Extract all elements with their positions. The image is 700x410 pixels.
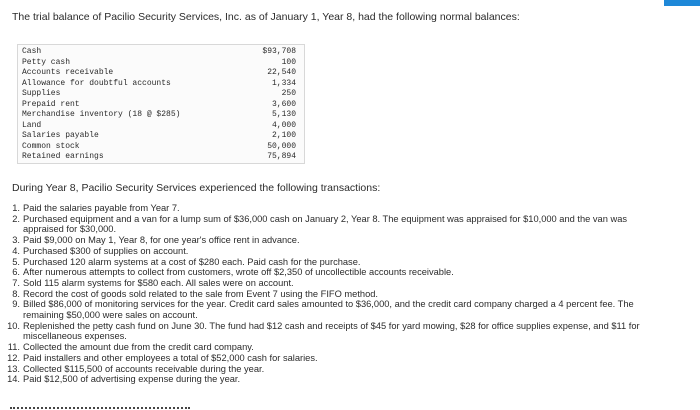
balance-value: 75,894	[267, 152, 296, 161]
item-text: Sold 115 alarm systems for $580 each. All sales were on account.	[23, 277, 294, 288]
balance-label: Common stock	[22, 141, 80, 151]
item-text: After numerous attempts to collect from customers, wrote off $2,350 of uncollectible accounts receivable.	[23, 267, 454, 278]
list-item	[10, 235, 642, 246]
balance-value: 1,334	[271, 78, 296, 88]
list-item	[7, 374, 642, 385]
intro-text: The trial balance of Pacilio Security Services, Inc. as of January 1, Year 8, had the following normal balances:	[12, 11, 520, 23]
balance-value: 2,100	[271, 131, 296, 140]
item-text: Paid $9,000 on May 1, Year 8, for one year's office rent in advance.	[23, 235, 300, 246]
balance-row	[18, 58, 304, 68]
item-number: 13.	[7, 363, 20, 374]
balance-value: 22,540	[267, 68, 296, 77]
balance-label: Merchandise inventory (18 @ $285)	[22, 110, 181, 119]
item-text: Record the cost of goods sold related to the sale from Event 7 using the FIFO method.	[23, 288, 379, 299]
list-item	[7, 320, 642, 342]
balance-label: Supplies	[22, 89, 61, 98]
list-item	[10, 267, 642, 278]
item-number: 4.	[12, 245, 20, 256]
list-item	[10, 246, 642, 257]
balance-label: Accounts receivable	[22, 68, 114, 77]
balance-value: 4,000	[271, 120, 296, 130]
balance-row	[18, 89, 304, 99]
balance-value: $93,708	[262, 47, 296, 56]
item-number: 3.	[12, 235, 20, 246]
balance-label: Retained earnings	[22, 152, 104, 161]
balance-row	[18, 131, 304, 141]
balance-label: Petty cash	[22, 57, 71, 67]
item-text: Purchased equipment and a van for a lump sum of $36,000 cash on January 2, Year 8. The equipment was appraised for $10,000 and the van was appraised for $30,000.	[23, 213, 628, 235]
balance-value: 3,600	[271, 99, 296, 109]
item-number: 7.	[12, 277, 20, 288]
item-number: 8.	[12, 288, 20, 299]
item-text: Collected $115,500 of accounts receivable during the year.	[23, 363, 265, 374]
item-text: Replenished the petty cash fund on June 30. The fund had $12 cash and receipts of $45 for yard mowing, $28 for office supplies expense, and $11 for miscellaneous expenses.	[23, 320, 640, 342]
cut-off-line	[10, 405, 200, 410]
item-number: 14.	[7, 374, 20, 385]
item-number: 12.	[7, 352, 20, 363]
balance-label: Prepaid rent	[22, 99, 80, 109]
balance-row	[18, 110, 304, 120]
item-text: Paid $12,500 of advertising expense during the year.	[23, 374, 241, 385]
balance-label: Allowance for doubtful accounts	[22, 78, 171, 88]
item-number: 1.	[12, 203, 20, 213]
balance-row	[18, 47, 304, 57]
list-item	[10, 257, 642, 268]
item-text: Collected the amount due from the credit card company.	[23, 342, 254, 353]
item-number: 6.	[12, 267, 20, 278]
balance-row	[18, 152, 304, 162]
transactions-heading: During Year 8, Pacilio Security Services experienced the following transactions:	[12, 182, 381, 194]
balance-row	[18, 79, 304, 89]
balance-label: Salaries payable	[22, 131, 99, 140]
item-number: 5.	[12, 256, 20, 267]
list-item	[10, 203, 642, 214]
list-item	[7, 352, 642, 364]
accent-bar	[664, 0, 700, 6]
list-item	[7, 342, 642, 353]
list-item	[10, 214, 642, 235]
balance-value: 100	[281, 57, 296, 67]
balance-value: 50,000	[267, 141, 296, 151]
item-text: Purchased 120 alarm systems at a cost of $280 each. Paid cash for the purchase.	[23, 256, 361, 267]
item-number: 2.	[12, 213, 20, 224]
item-text: Billed $86,000 of monitoring services for the year. Credit card sales amounted to $36,000, and the credit card company charged a 4 percent fee. The remaining $50,000 were sales on account.	[23, 299, 634, 321]
balance-label: Land	[22, 120, 42, 130]
balance-value: 250	[281, 89, 296, 98]
balance-label: Cash	[22, 47, 42, 56]
item-number: 10.	[7, 320, 20, 331]
trial-balance-table	[17, 44, 305, 164]
balance-value: 5,130	[271, 110, 296, 119]
list-item	[10, 289, 642, 300]
list-item	[7, 363, 642, 375]
item-number: 9.	[12, 299, 20, 310]
list-item	[10, 299, 642, 320]
list-item	[10, 278, 642, 289]
balance-row	[18, 142, 304, 152]
balance-row	[18, 68, 304, 78]
item-number: 11.	[7, 342, 20, 353]
item-text: Purchased $300 of supplies on account.	[23, 245, 189, 256]
item-text: Paid the salaries payable from Year 7.	[23, 203, 180, 213]
transaction-list	[7, 203, 642, 385]
balance-row	[18, 100, 304, 110]
balance-row	[18, 121, 304, 131]
item-text: Paid installers and other employees a total of $52,000 cash for salaries.	[23, 352, 318, 363]
